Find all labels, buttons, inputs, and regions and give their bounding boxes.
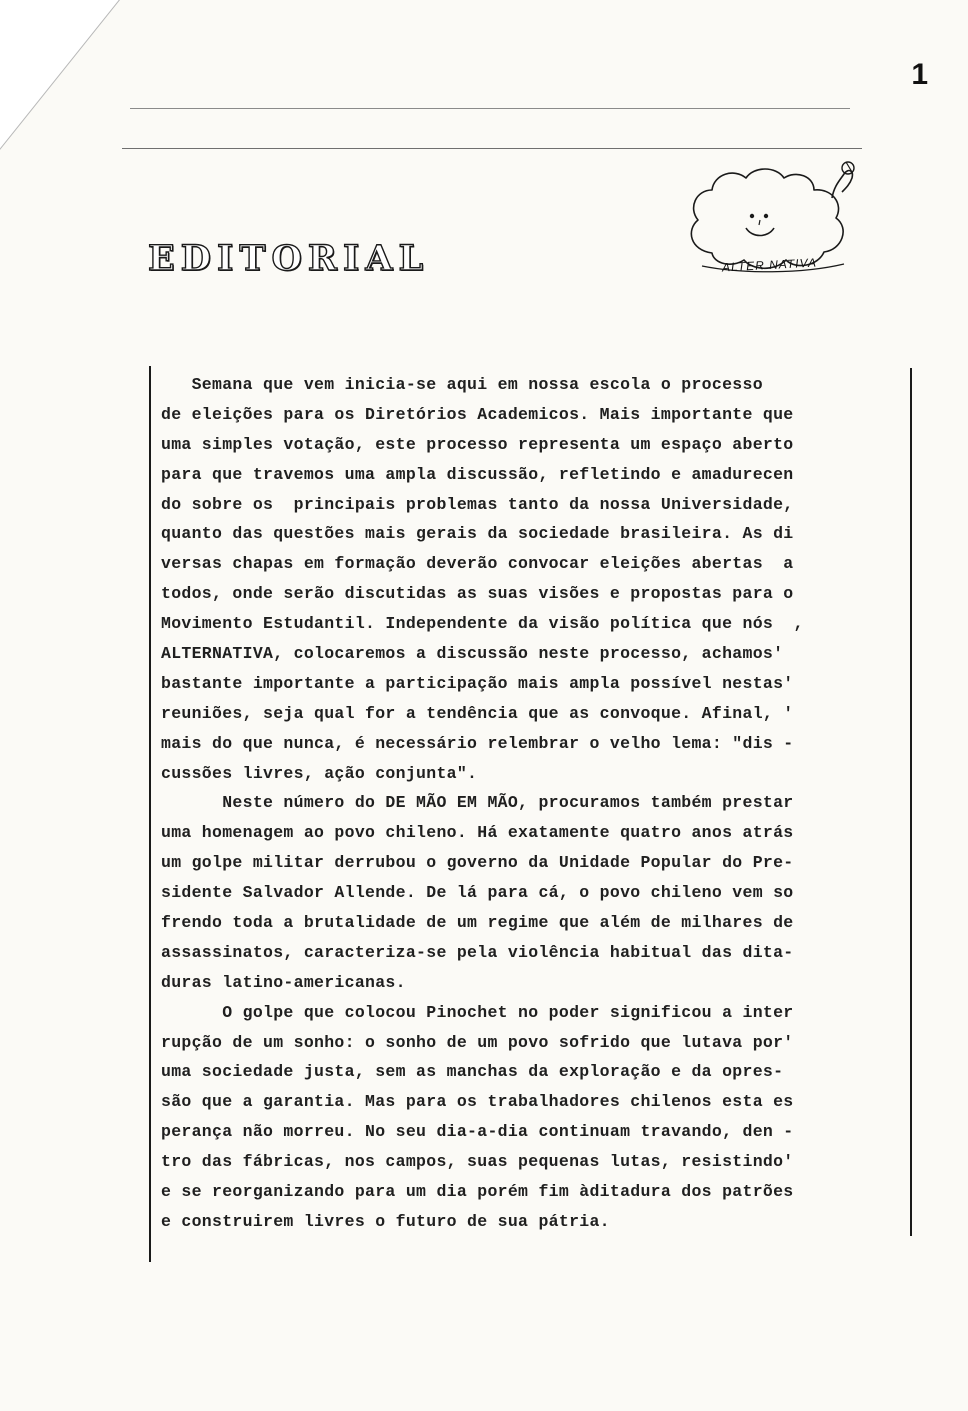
editorial-line: tro das fábricas, nos campos, suas pequenas lutas, resistindo' <box>161 1152 794 1172</box>
top-rule-1 <box>130 108 850 109</box>
editorial-line: do sobre os principais problemas tanto da nossa Universidade, <box>161 494 794 514</box>
editorial-line: rupção de um sonho: o sonho de um povo sofrido que lutava por' <box>161 1032 794 1052</box>
page-number: 1 <box>911 58 928 91</box>
editorial-line: reuniões, seja qual for a tendência que as convoque. Afinal, ' <box>161 703 794 723</box>
editorial-line: para que travemos uma ampla discussão, refletindo e amadurecen <box>161 464 794 484</box>
editorial-line: cussões livres, ação conjunta". <box>161 763 478 783</box>
editorial-line: O golpe que colocou Pinochet no poder significou a inter <box>161 1002 794 1022</box>
page-title: EDITORIAL <box>148 238 430 279</box>
mascot-caption: ALTER NATIVA <box>721 255 818 275</box>
editorial-line: uma sociedade justa, sem as manchas da exploração e da opres- <box>161 1062 784 1082</box>
editorial-line: perança não morreu. No seu dia-a-dia continuam travando, den - <box>161 1122 794 1142</box>
editorial-line: versas chapas em formação deverão convocar eleições abertas a <box>161 554 794 574</box>
editorial-line: um golpe militar derrubou o governo da Unidade Popular do Pre- <box>161 853 794 873</box>
editorial-line: de eleições para os Diretórios Academicos. Mais importante que <box>161 404 794 424</box>
editorial-line: sidente Salvador Allende. De lá para cá, o povo chileno vem so <box>161 883 794 903</box>
editorial-line: Neste número do DE MÃO EM MÃO, procuramos também prestar <box>161 793 794 813</box>
editorial-line: e se reorganizando para um dia porém fim àditadura dos patrões <box>161 1182 794 1202</box>
folded-corner <box>0 0 120 150</box>
editorial-line: Semana que vem inicia-se aqui em nossa escola o processo <box>161 375 763 394</box>
editorial-line: são que a garantia. Mas para os trabalhadores chilenos esta es <box>161 1092 794 1112</box>
editorial-line: quanto das questões mais gerais da sociedade brasileira. As di <box>161 524 794 544</box>
editorial-line: mais do que nunca, é necessário relembrar o velho lema: "dis - <box>161 733 794 753</box>
right-column-rule <box>910 368 912 1236</box>
editorial-line: bastante importante a participação mais ampla possível nestas' <box>161 673 794 693</box>
top-rule-2 <box>122 148 862 149</box>
editorial-line: ALTERNATIVA, colocaremos a discussão neste processo, achamos' <box>161 644 784 664</box>
editorial-line: todos, onde serão discutidas as suas visões e propostas para o <box>161 584 794 604</box>
editorial-line: duras latino-americanas. <box>161 972 406 992</box>
editorial-line: frendo toda a brutalidade de um regime que além de milhares de <box>161 913 794 933</box>
editorial-line: e construirem livres o futuro de sua pátria. <box>161 1211 610 1231</box>
editorial-body <box>161 370 901 1237</box>
alternativa-mascot-logo <box>682 158 862 288</box>
editorial-line: assassinatos, caracteriza-se pela violência habitual das dita- <box>161 942 794 962</box>
editorial-line: uma homenagem ao povo chileno. Há exatamente quatro anos atrás <box>161 823 794 843</box>
editorial-line: uma simples votação, este processo representa um espaço aberto <box>161 434 794 454</box>
left-column-rule <box>149 366 151 1262</box>
editorial-line: Movimento Estudantil. Independente da visão política que nós , <box>161 614 804 634</box>
